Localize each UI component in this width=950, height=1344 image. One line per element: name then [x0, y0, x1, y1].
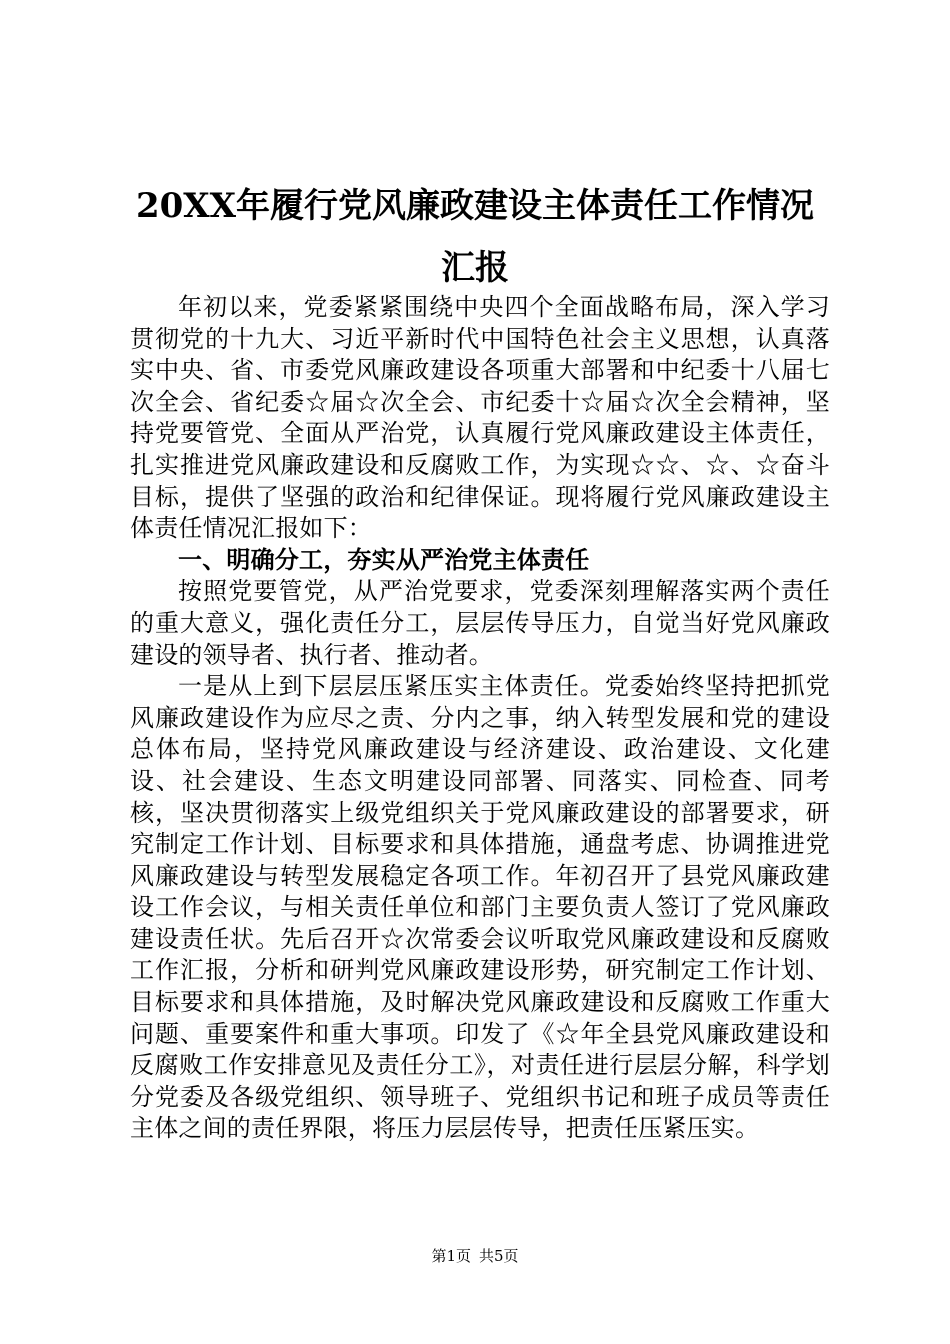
body-paragraph: 按照党要管党，从严治党要求，党委深刻理解落实两个责任的重大意义，强化责任分工，层层传导压力，自觉当好党风廉政建设的领导者、执行者、推动者。	[130, 577, 830, 669]
section-heading: 一、明确分工，夯实从严治党主体责任	[178, 545, 590, 574]
body-paragraph: 一是从上到下层层压紧压实主体责任。党委始终坚持把抓党风廉政建设作为应尽之责、分内之事，纳入转型发展和党的建设总体布局，坚持党风廉政建设与经济建设、政治建设、文化建设、社会建设、生态文明建设同部署、同落实、同检查、同考核，坚决贯彻落实上级党组织关于党风廉政建设的部署要求，研究制定工作计划、目标要求和具体措施，通盘考虑、协调推进党风廉政建设与转型发展稳定各项工作。年初召开了县党风廉政建设工作会议，与相关责任单位和部门主要负责人签订了党风廉政建设责任状。先后召开☆次常委会议听取党风廉政建设和反腐败工作汇报，分析和研判党风廉政建设形势，研究制定工作计划、目标要求和具体措施，及时解决党风廉政建设和反腐败工作重大问题、重要案件和重大事项。印发了《☆年全县党风廉政建设和反腐败工作安排意见及责任分工》，对责任进行层层分解，科学划分党委及各级党组织、领导班子、党组织书记和班子成员等责任主体之间的责任界限，将压力层层传导，把责任压紧压实。	[130, 672, 830, 1143]
page-number: 第1页	[431, 1247, 471, 1265]
document-title-line-1: 20XX年履行党风廉政建设主体责任工作情况	[135, 186, 815, 226]
intro-paragraph: 年初以来，党委紧紧围绕中央四个全面战略布局，深入学习贯彻党的十九大、习近平新时代中国特色社会主义思想，认真落实中央、省、市委党风廉政建设各项重大部署和中纪委十八届七次全会、省纪委☆届☆次全会、市纪委十☆届☆次全会精神，坚持党要管党、全面从严治党，认真履行党风廉政建设主体责任，扎实推进党风廉政建设和反腐败工作，为实现☆☆、☆、☆奋斗目标，提供了坚强的政治和纪律保证。现将履行党风廉政建设主体责任情况汇报如下：	[130, 293, 830, 543]
page-footer	[0, 1246, 950, 1266]
page-total: 共5页	[479, 1247, 519, 1265]
document-title-line-2: 汇报	[441, 248, 509, 288]
document-body	[130, 292, 830, 1145]
